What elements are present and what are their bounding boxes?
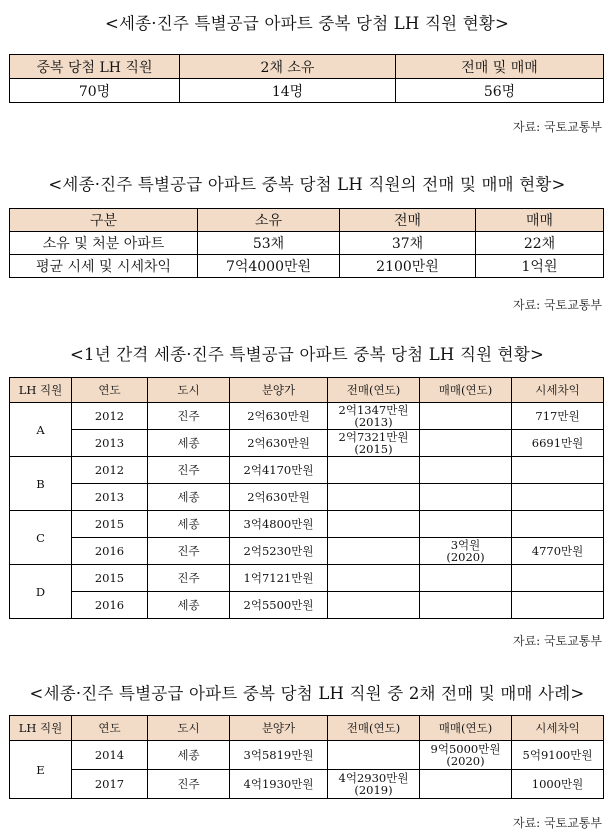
staff-cell: C (10, 511, 72, 565)
resale-cell (328, 457, 420, 484)
year-cell: 2012 (72, 457, 148, 484)
sale-cell (420, 538, 512, 565)
table4-header: 전매(연도) (328, 716, 420, 741)
table4-header: 도시 (148, 716, 230, 741)
table4-title: <세종·진주 특별공급 아파트 중복 당첨 LH 직원 중 2채 전매 및 매매 사례> (29, 684, 585, 703)
table4-header: 연도 (72, 716, 148, 741)
table2 (9, 208, 604, 278)
price-cell: 2억5230만원 (230, 538, 328, 565)
table3-header: 전매(연도) (328, 378, 420, 403)
sale-cell (420, 484, 512, 511)
resale-cell (328, 565, 420, 592)
table-row (10, 592, 604, 619)
gain-cell (512, 511, 604, 538)
table4-header: LH 직원 (10, 716, 72, 741)
city-cell: 세종 (148, 741, 230, 770)
table3-source: 자료: 국토교통부 (512, 634, 602, 648)
table4-header: 시세차익 (512, 716, 604, 741)
table3-header: 도시 (148, 378, 230, 403)
table1-header-row (10, 55, 604, 79)
resale-cell (328, 484, 420, 511)
resale-cell-amount: 4억2930만원 (338, 771, 409, 785)
table1-header: 전매 및 매매 (396, 55, 604, 79)
price-cell: 3억5819만원 (230, 741, 328, 770)
sale-cell (420, 511, 512, 538)
price-cell: 3억4800만원 (230, 511, 328, 538)
sale-cell (420, 592, 512, 619)
price-cell: 2억630만원 (230, 484, 328, 511)
table3-header: 연도 (72, 378, 148, 403)
table-row (10, 79, 604, 103)
resale-cell (328, 430, 420, 457)
resale-cell-year: (2013) (354, 415, 393, 429)
city-cell: 세종 (148, 511, 230, 538)
table1-cell: 70명 (10, 79, 180, 103)
city-cell: 진주 (148, 565, 230, 592)
table-row (10, 565, 604, 592)
table4 (9, 715, 604, 799)
table-row (10, 511, 604, 538)
gain-cell: 6691만원 (512, 430, 604, 457)
table2-cell: 평균 시세 및 시세차익 (10, 255, 198, 278)
table2-cell: 1억원 (476, 255, 604, 278)
sale-cell-amount: 9억5000만원 (430, 742, 501, 756)
price-cell: 1억7121만원 (230, 565, 328, 592)
table2-header-row (10, 209, 604, 232)
year-cell: 2016 (72, 592, 148, 619)
table2-cell: 37채 (340, 232, 476, 255)
table-row (10, 484, 604, 511)
resale-cell-amount: 2억1347만원 (338, 403, 409, 417)
city-cell: 진주 (148, 403, 230, 430)
table2-cell: 소유 및 처분 아파트 (10, 232, 198, 255)
table2-title: <세종·진주 특별공급 아파트 중복 당첨 LH 직원의 전매 및 매매 현황> (48, 175, 566, 194)
year-cell: 2012 (72, 403, 148, 430)
resale-cell-year: (2015) (354, 442, 393, 456)
gain-cell (512, 457, 604, 484)
year-cell: 2014 (72, 741, 148, 770)
sale-cell-year: (2020) (446, 754, 485, 768)
price-cell: 2억4170만원 (230, 457, 328, 484)
sale-cell (420, 403, 512, 430)
gain-cell: 5억9100만원 (512, 741, 604, 770)
resale-cell-year: (2019) (354, 783, 393, 797)
table-row (10, 403, 604, 430)
table-row (10, 538, 604, 565)
year-cell: 2017 (72, 770, 148, 799)
city-cell: 세종 (148, 430, 230, 457)
sale-cell (420, 565, 512, 592)
sale-cell (420, 430, 512, 457)
year-cell: 2016 (72, 538, 148, 565)
table-row (10, 255, 604, 278)
city-cell: 진주 (148, 457, 230, 484)
table2-cell: 7억4000만원 (198, 255, 340, 278)
gain-cell (512, 592, 604, 619)
gain-cell (512, 484, 604, 511)
city-cell: 진주 (148, 538, 230, 565)
table2-cell: 22채 (476, 232, 604, 255)
table1-cell: 56명 (396, 79, 604, 103)
table4-header: 매매(연도) (420, 716, 512, 741)
sale-cell (420, 457, 512, 484)
year-cell: 2015 (72, 565, 148, 592)
staff-cell: A (10, 403, 72, 457)
table3-header: LH 직원 (10, 378, 72, 403)
table-row (10, 741, 604, 770)
resale-cell-amount: 2억7321만원 (338, 430, 409, 444)
staff-cell: B (10, 457, 72, 511)
price-cell: 2억5500만원 (230, 592, 328, 619)
year-cell: 2013 (72, 484, 148, 511)
gain-cell: 717만원 (512, 403, 604, 430)
year-cell: 2015 (72, 511, 148, 538)
price-cell: 4억1930만원 (230, 770, 328, 799)
sale-cell (420, 741, 512, 770)
city-cell: 세종 (148, 484, 230, 511)
table1-cell: 14명 (180, 79, 396, 103)
table2-header: 소유 (198, 209, 340, 232)
table3-header: 분양가 (230, 378, 328, 403)
resale-cell (328, 538, 420, 565)
table3-header: 시세차익 (512, 378, 604, 403)
gain-cell: 1000만원 (512, 770, 604, 799)
table-row (10, 430, 604, 457)
table2-header: 전매 (340, 209, 476, 232)
table3-header: 매매(연도) (420, 378, 512, 403)
table-row (10, 457, 604, 484)
resale-cell (328, 511, 420, 538)
year-cell: 2013 (72, 430, 148, 457)
gain-cell (512, 565, 604, 592)
table2-header: 구분 (10, 209, 198, 232)
table2-source: 자료: 국토교통부 (512, 298, 602, 312)
table4-header: 분양가 (230, 716, 328, 741)
table2-cell: 2100만원 (340, 255, 476, 278)
table4-source: 자료: 국토교통부 (512, 816, 602, 830)
table2-header: 매매 (476, 209, 604, 232)
staff-cell: D (10, 565, 72, 619)
resale-cell (328, 741, 420, 770)
sale-cell-year: (2020) (446, 550, 485, 564)
table3-title: <1년 간격 세종·진주 특별공급 아파트 중복 당첨 LH 직원 현황> (69, 345, 544, 364)
table3-header-row (10, 378, 604, 403)
table1-header: 중복 당첨 LH 직원 (10, 55, 180, 79)
price-cell: 2억630만원 (230, 403, 328, 430)
table4-header-row (10, 716, 604, 741)
table1-source: 자료: 국토교통부 (512, 120, 602, 134)
sale-cell (420, 770, 512, 799)
table1 (9, 54, 604, 103)
table1-header: 2채 소유 (180, 55, 396, 79)
resale-cell (328, 403, 420, 430)
table-row (10, 232, 604, 255)
resale-cell (328, 592, 420, 619)
table1-title: <세종·진주 특별공급 아파트 중복 당첨 LH 직원 현황> (105, 14, 509, 33)
table-row (10, 770, 604, 799)
staff-cell: E (10, 741, 72, 799)
gain-cell: 4770만원 (512, 538, 604, 565)
price-cell: 2억630만원 (230, 430, 328, 457)
resale-cell (328, 770, 420, 799)
table3 (9, 377, 604, 619)
table2-cell: 53채 (198, 232, 340, 255)
city-cell: 진주 (148, 770, 230, 799)
sale-cell-amount: 3억원 (450, 538, 481, 552)
city-cell: 세종 (148, 592, 230, 619)
